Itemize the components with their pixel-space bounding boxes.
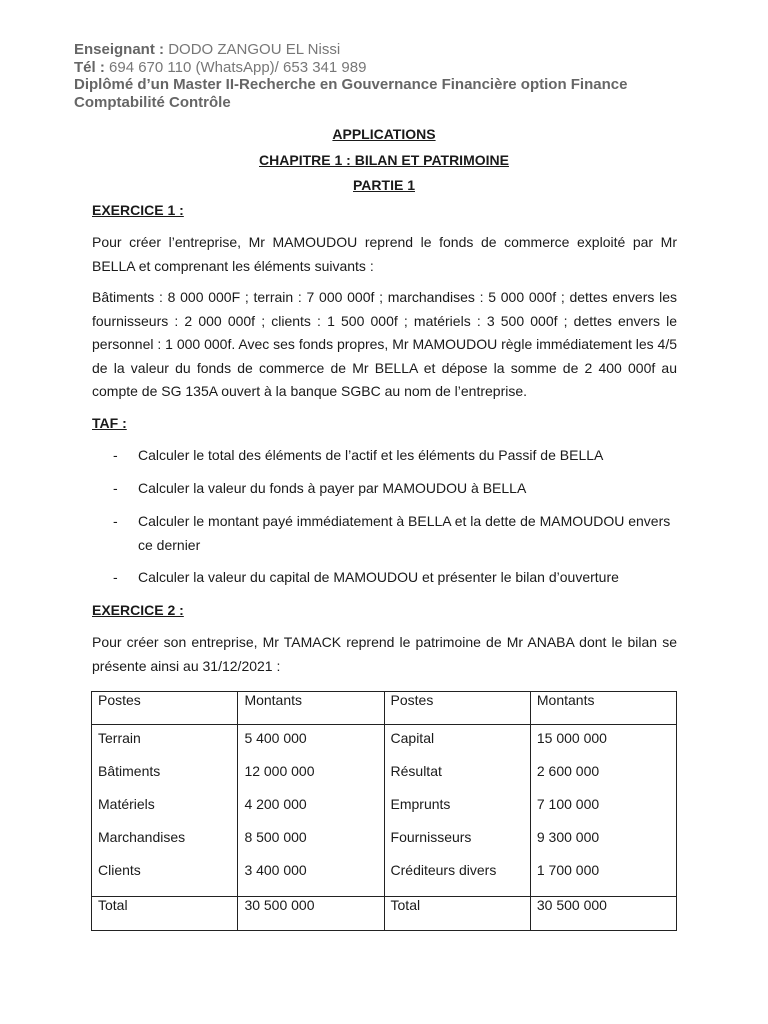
header-cell: Postes — [384, 692, 530, 725]
balance-sheet-table — [91, 691, 677, 931]
header-cell: Montants — [238, 692, 384, 725]
task-text: Calculer le total des éléments de l’actif et les éléments du Passif de BELLA — [138, 447, 604, 463]
table-cell: 3 400 000 — [238, 862, 384, 897]
bullet-dash: - — [113, 447, 118, 463]
phone-label: Tél : — [74, 58, 105, 76]
table-cell: 8 500 000 — [238, 829, 384, 862]
table-cell: 1 700 000 — [530, 862, 676, 897]
table-total-row — [92, 897, 677, 931]
bullet-dash: - — [113, 513, 118, 529]
chapter-title: CHAPITRE 1 : BILAN ET PATRIMOINE — [259, 152, 509, 168]
table-cell: 7 100 000 — [530, 796, 676, 829]
phone-value: 694 670 110 (WhatsApp)/ 653 341 989 — [109, 58, 367, 76]
bullet-dash: - — [113, 480, 118, 496]
diploma-line-2: Comptabilité Contrôle — [74, 93, 231, 111]
applications-title: APPLICATIONS — [332, 126, 436, 142]
teacher-name: DODO ZANGOU EL Nissi — [168, 41, 341, 58]
exercise-1-title: EXERCICE 1 : — [92, 202, 184, 218]
table-cell: 5 400 000 — [238, 725, 384, 764]
table-cell: Bâtiments — [92, 763, 238, 796]
teacher-line — [74, 41, 714, 59]
table-cell: Emprunts — [384, 796, 530, 829]
table-cell: 12 000 000 — [238, 763, 384, 796]
phone-line — [74, 59, 714, 77]
header-cell: Montants — [530, 692, 676, 725]
total-cell: Total — [384, 897, 530, 931]
table-cell: 2 600 000 — [530, 763, 676, 796]
header-cell: Postes — [92, 692, 238, 725]
total-cell: 30 500 000 — [530, 897, 676, 931]
task-text: Calculer la valeur du capital de MAMOUDOU et présenter le bilan d’ouverture — [138, 569, 619, 585]
table-cell: Clients — [92, 862, 238, 897]
exercise-2-title: EXERCICE 2 : — [92, 602, 184, 618]
table-cell: 15 000 000 — [530, 725, 676, 764]
table-header-row — [92, 692, 677, 725]
document-header — [74, 41, 714, 111]
exercise-2-intro: Pour créer son entreprise, Mr TAMACK reprend le patrimoine de Mr ANABA dont le bilan se présente ainsi au 31/12/2021 : — [92, 634, 677, 674]
exercise-1-intro: Pour créer l’entreprise, Mr MAMOUDOU reprend le fonds de commerce exploité par Mr BELLA et comprenant les éléments suivants : — [92, 234, 677, 274]
table-cell: Fournisseurs — [384, 829, 530, 862]
table-cell: 9 300 000 — [530, 829, 676, 862]
teacher-label: Enseignant : — [74, 41, 165, 58]
table-cell: Marchandises — [92, 829, 238, 862]
taf-label: TAF : — [92, 415, 127, 431]
table-cell: 4 200 000 — [238, 796, 384, 829]
table-row — [92, 763, 677, 796]
table-cell: Capital — [384, 725, 530, 764]
bullet-dash: - — [113, 569, 118, 585]
total-cell: 30 500 000 — [238, 897, 384, 931]
table-row — [92, 829, 677, 862]
exercise-1-elements: Bâtiments : 8 000 000F ; terrain : 7 000 000f ; marchandises : 5 000 000f ; dettes envers les fournisseurs : 2 000 000f ; clients : 1 500 000f ; matériels : 3 500 000f ; dettes envers le personnel : 1 000 000f. Avec ses fonds propres, Mr MAMOUDOU règle immédiatement les 4/5 de la valeur du fonds de commerce de Mr BELLA et dépose la somme de 2 400 000f au compte de SG 135A ouvert à la banque SGBC au nom de l’entreprise. — [92, 289, 677, 399]
table-row — [92, 725, 677, 764]
task-text: Calculer la valeur du fonds à payer par MAMOUDOU à BELLA — [138, 480, 527, 496]
task-text: Calculer le montant payé immédiatement à BELLA et la dette de MAMOUDOU envers ce dernier — [138, 513, 671, 553]
part-title: PARTIE 1 — [353, 177, 415, 193]
table-cell: Créditeurs divers — [384, 862, 530, 897]
table-row — [92, 796, 677, 829]
table-cell: Résultat — [384, 763, 530, 796]
table-row — [92, 862, 677, 897]
diploma-line-1: Diplômé d’un Master II-Recherche en Gouvernance Financière option Finance — [74, 76, 628, 94]
total-cell: Total — [92, 897, 238, 931]
table-cell: Terrain — [92, 725, 238, 764]
table-cell: Matériels — [92, 796, 238, 829]
